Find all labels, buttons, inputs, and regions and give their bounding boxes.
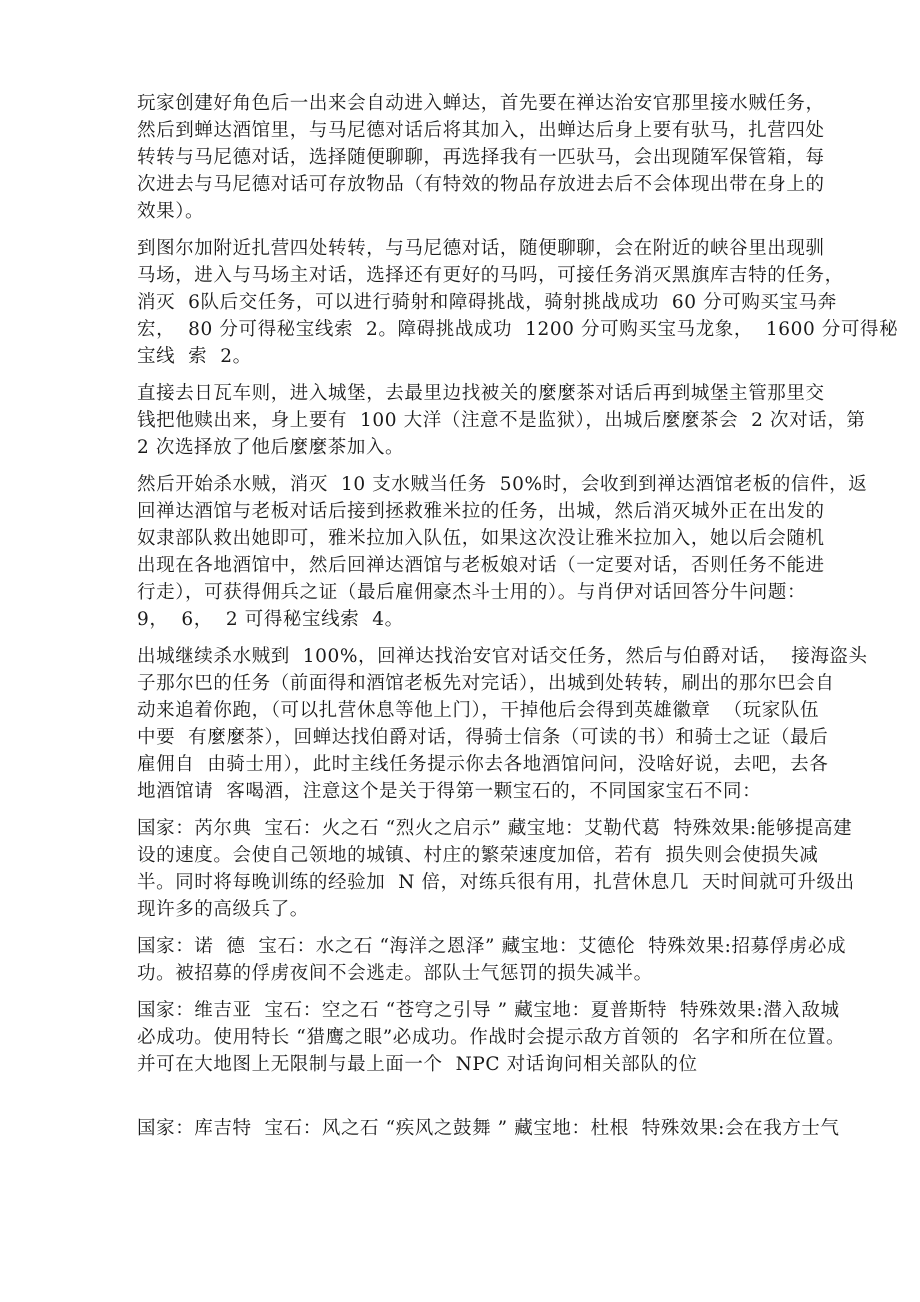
paragraph-gem-vaegir (137, 997, 846, 1078)
text-line: 然后开始杀水贼，消灭 10 支水贼当任务 50%时，会收到到禅达酒馆老板的信件，返 (137, 474, 868, 495)
text-line: 直接去日瓦车则，进入城堡，去最里边找被关的麼麼茶对话后再到城堡主管那里交 (137, 383, 825, 404)
paragraph-gem-ruird (137, 815, 855, 923)
text-line: 国家：库吉特 宝石：风之石 “疾风之鼓舞 ” 藏宝地：杜根 特殊效果:会在我方士气 (137, 1118, 840, 1139)
text-line: 到图尔加附近扎营四处转转，与马尼德对话，随便聊聊，会在附近的峡谷里出现驯 (137, 238, 825, 259)
text-line: 钱把他赎出来，身上要有 100 大洋（注意不是监狱），出城后麼麼茶会 2 次对话，第 (137, 410, 866, 431)
text-line: 设的速度。会使自己领地的城镇、村庄的繁荣速度加倍，若有 损失则会使损失减 (137, 845, 819, 866)
paragraph-3 (137, 380, 866, 461)
text-line: 子那尔巴的任务（前面得和酒馆老板先对完话），出城到处转转，刷出的那尔巴会自 (137, 673, 835, 694)
text-line: 宏， 80 分可得秘宝线索 2。障碍挑战成功 1200 分可购买宝马龙象， 1600 分可得秘 (137, 319, 899, 340)
text-line: 出现在各地酒馆中，然后回禅达酒馆与老板娘对话（一定要对话，否则任务不能进 (137, 555, 825, 576)
text-line: 宝线 索 2。 (137, 346, 252, 367)
text-line: 半。同时将每晚训练的经验加 N 倍，对练兵很有用，扎营休息几 天时间就可升级出 (137, 872, 855, 893)
paragraph-gem-khergit (137, 1115, 840, 1142)
text-line: 消灭 6队后交任务，可以进行骑射和障碍挑战，骑射挑战成功 60 分可购买宝马奔 (137, 292, 837, 313)
text-line: 功。被招募的俘虏夜间不会逃走。部队士气惩罚的损失减半。 (137, 963, 653, 984)
paragraph-1 (137, 90, 837, 225)
paragraph-gem-nord (137, 933, 847, 987)
text-line: 2 次选择放了他后麼麼茶加入。 (137, 437, 405, 458)
text-line: 玩家创建好角色后一出来会自动进入蝉达，首先要在禅达治安官那里接水贼任务， (137, 93, 825, 114)
text-line: 9， 6， 2 可得秘宝线索 4。 (137, 609, 404, 630)
text-line: 地酒馆请 客喝酒，注意这个是关于得第一颗宝石的，不同国家宝石不同： (137, 781, 762, 802)
text-line: 奴隶部队救出她即可，雅米拉加入队伍，如果这次没让雅米拉加入，她以后会随机 (137, 528, 825, 549)
text-line: 动来追着你跑，（可以扎营休息等他上门），干掉他后会得到英雄徽章 （玩家队伍 (137, 700, 820, 721)
document-body (137, 90, 899, 1152)
text-line: 出城继续杀水贼到 100%，回禅达找治安官对话交任务，然后与伯爵对话， 接海盗头 (137, 646, 868, 667)
text-line: 国家：维吉亚 宝石：空之石 “苍穹之引导 ” 藏宝地：夏普斯特 特殊效果:潜入敌城 (137, 1000, 840, 1021)
text-line: 马场，进入与马场主对话，选择还有更好的马吗，可接任务消灭黑旗库吉特的任务， (137, 265, 844, 286)
paragraph-5 (137, 643, 868, 805)
text-line: 国家：诺 德 宝石：水之石 “海洋之恩泽” 藏宝地：艾德伦 特殊效果:招募俘虏必成 (137, 936, 847, 957)
text-line: 次进去与马尼德对话可存放物品（有特效的物品存放进去后不会体现出带在身上的 (137, 174, 825, 195)
paragraph-2 (137, 235, 899, 370)
text-line: 国家：芮尔典 宝石：火之石 “烈火之启示” 藏宝地：艾勒代葛 特殊效果:能够提高建 (137, 818, 853, 839)
text-line: 然后到蝉达酒馆里，与马尼德对话后将其加入，出蝉达后身上要有驮马，扎营四处 (137, 120, 825, 141)
text-line: 必成功。使用特长 “猎鹰之眼”必成功。作战时会提示敌方首领的 名字和所在位置。 (137, 1027, 846, 1048)
text-line: 转转与马尼德对话，选择随便聊聊，再选择我有一匹驮马，会出现随军保管箱，每 (137, 147, 825, 168)
paragraph-4 (137, 471, 868, 633)
text-line: 效果）。 (137, 201, 205, 222)
text-line: 中要 有麼麼茶），回蝉达找伯爵对话，得骑士信条（可读的书）和骑士之证（最后 (137, 727, 829, 748)
text-line: 雇佣自 由骑士用），此时主线任务提示你去各地酒馆问问，没啥好说，去吧，去各 (137, 754, 829, 775)
text-line: 并可在大地图上无限制与最上面一个 NPC 对话询问相关部队的位 (137, 1054, 698, 1075)
text-line: 回禅达酒馆与老板对话后接到拯救雅米拉的任务，出城，然后消灭城外正在出发的 (137, 501, 825, 522)
text-line: 现许多的高级兵了。 (137, 899, 309, 920)
text-line: 行走），可获得佣兵之证（最后雇佣豪杰斗士用的）。与肖伊对话回答分牛问题： (137, 582, 807, 603)
